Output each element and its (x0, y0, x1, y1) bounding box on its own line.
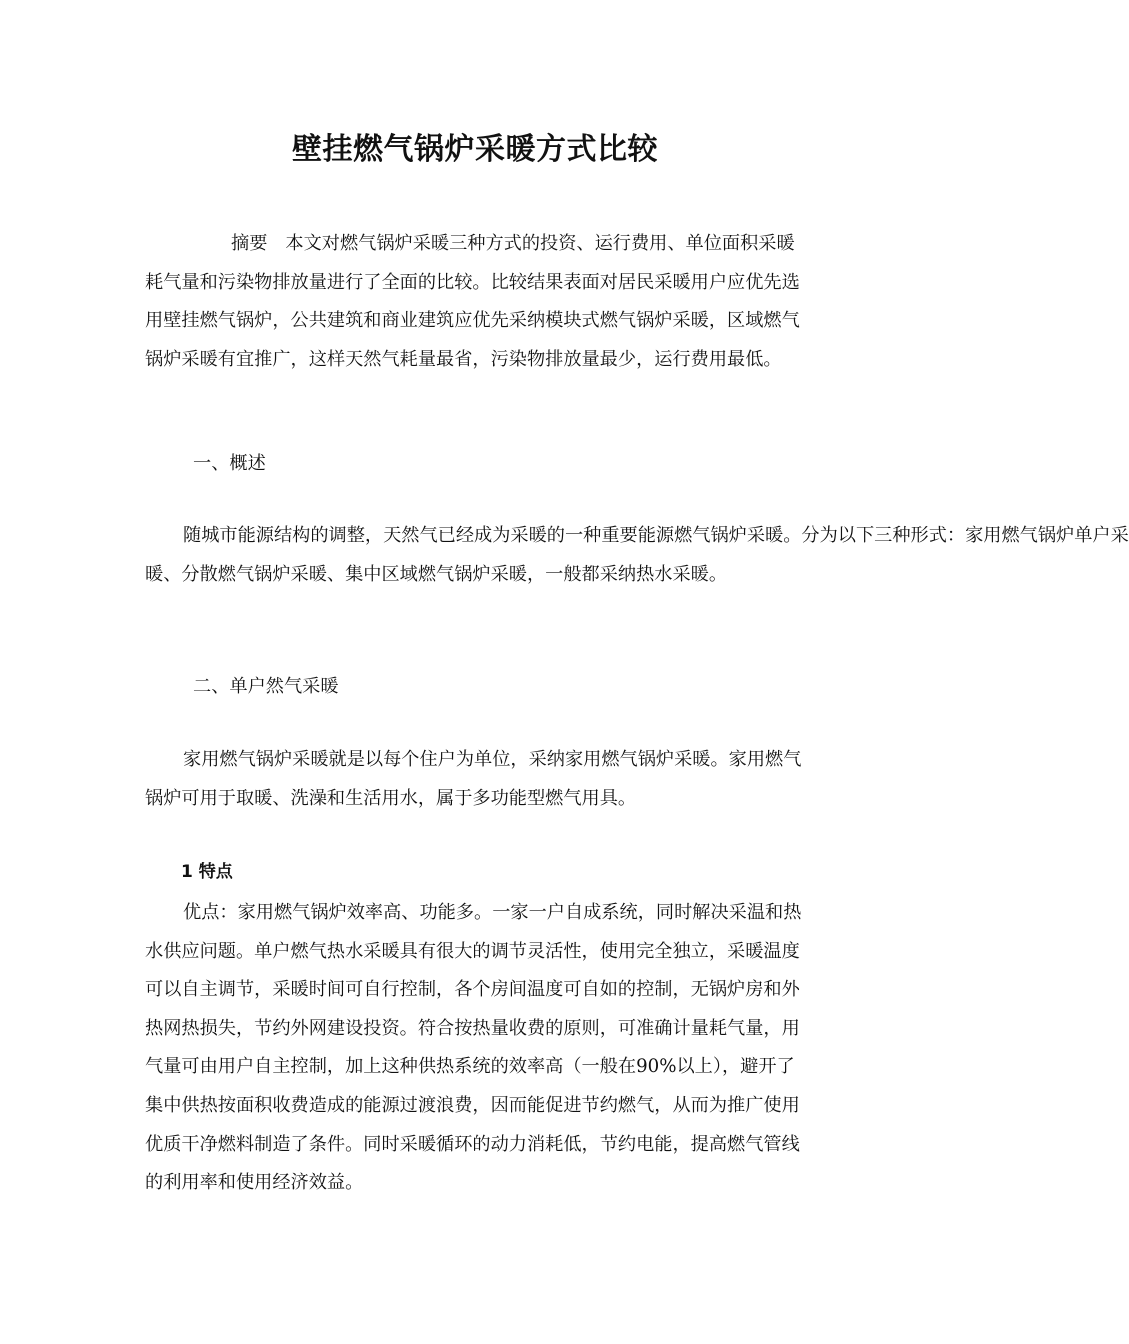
features-heading: 1 特点 (181, 862, 233, 882)
overview-line-1: 随城市能源结构的调整，天然气已经成为采暖的一种重要能源燃气锅炉采暖。分为以下三种形式：家用燃气锅炉单户采 (183, 525, 1129, 546)
abstract-text: 本文对燃气锅炉采暖三种方式的投资、运行费用、单位面积采暖耗气量和污染物排放量进行了全面的比较。比较结果表面对居民采暖用户应优先选用壁挂燃气锅炉，公共建筑和商业建筑应优先采纳模块式燃气锅炉采暖，区域燃气锅炉采暖有宜推广，这样天然气耗量最省，污染物排放量最少，运行费用最低。 (145, 233, 800, 370)
section-heading-overview: 一、概述 (193, 453, 266, 474)
section-heading-single-household: 二、单户然气采暖 (193, 676, 339, 697)
features-paragraph: 优点：家用燃气锅炉效率高、功能多。一家一户自成系统，同时解决采温和热水供应问题。单户燃气热水采暖具有很大的调节灵活性，使用完全独立，采暖温度可以自主调节，采暖时间可自行控制，各个房间温度可自如的控制，无锅炉房和外热网热损失，节约外网建设投资。符合按热量收费的原则，可准确计量耗气量，用气量可由用户自主控制，加上这种供热系统的效率高（一般在90%以上），避开了集中供热按面积收费造成的能源过渡浪费，因而能促进节约燃气，从而为推广使用优质干净燃料制造了条件。同时采暖循环的动力消耗低，节约电能，提高燃气管线的利用率和使用经济效益。 (145, 902, 802, 1194)
document-title: 壁挂燃气锅炉采暖方式比较 (292, 132, 658, 167)
overview-line-2: 暖、分散燃气锅炉采暖、集中区域燃气锅炉采暖，一般都采纳热水采暖。 (145, 563, 728, 585)
abstract-label: 摘要 (231, 233, 268, 254)
overview-paragraph (145, 517, 1129, 594)
single-household-paragraph: 家用燃气锅炉采暖就是以每个住户为单位，采纳家用燃气锅炉采暖。家用燃气锅炉可用于取暖、洗澡和生活用水，属于多功能型燃气用具。 (145, 749, 802, 809)
abstract-paragraph (145, 225, 807, 379)
